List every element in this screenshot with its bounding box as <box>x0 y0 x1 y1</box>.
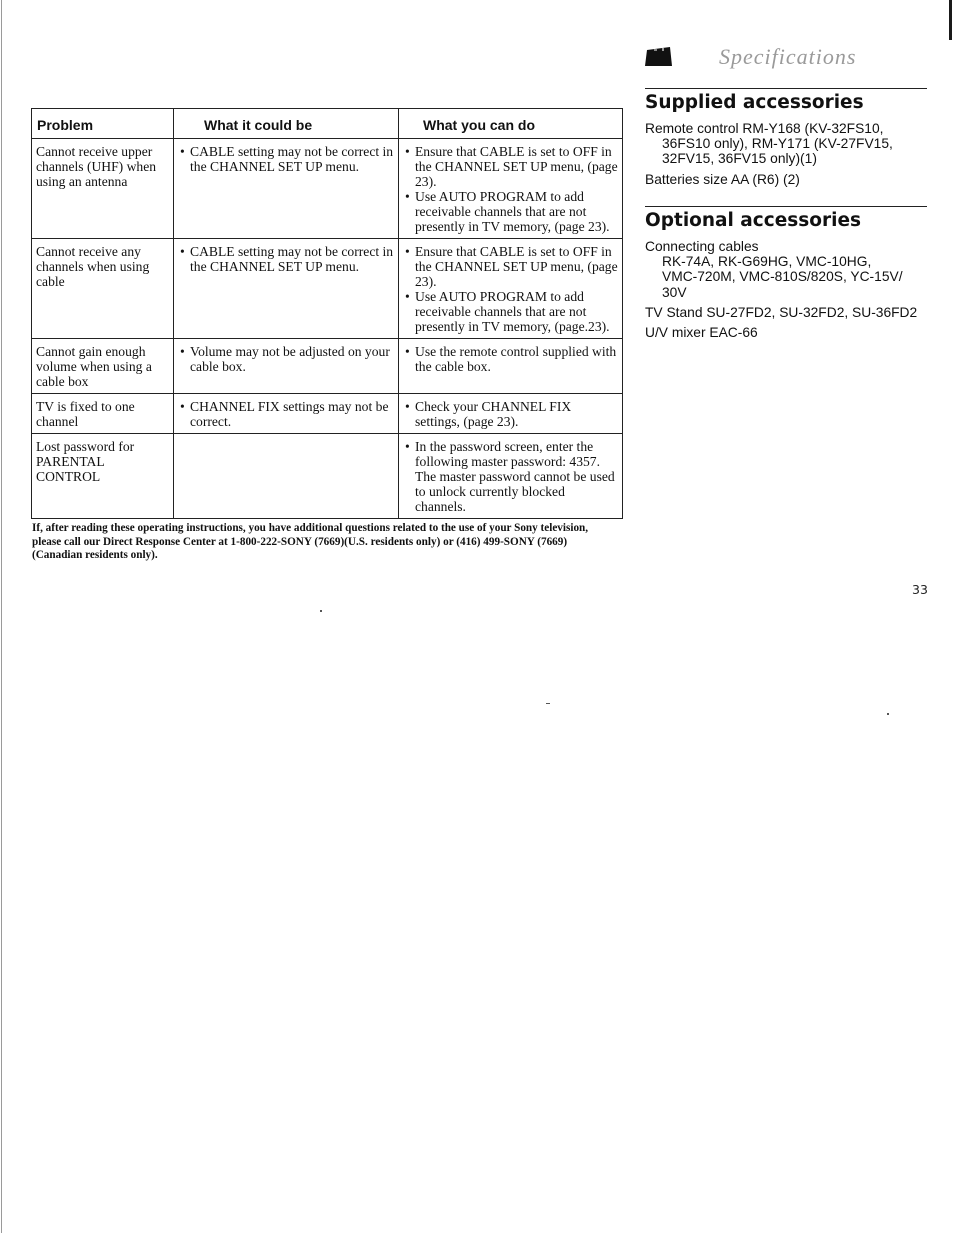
problem-cell: Cannot receive any channels when using cable <box>32 239 174 339</box>
page-number: 33 <box>912 582 928 597</box>
cables-line: RK-74A, RK-G69HG, VMC-10HG, <box>662 254 872 270</box>
action-item: • Ensure that CABLE is set to OFF in the CHANNEL SET UP menu, (page 23). <box>403 144 618 189</box>
cause-cell <box>174 434 399 519</box>
remote-control-line: 32FV15, 36FV15 only)(1) <box>662 151 817 167</box>
column-header-problem: Problem <box>32 109 174 139</box>
problem-cell: Lost password for PARENTAL CONTROL <box>32 434 174 519</box>
mixer-item: U/V mixer EAC-66 <box>645 325 758 341</box>
batteries-item: Batteries size AA (R6) (2) <box>645 171 800 187</box>
action-cell <box>399 139 623 239</box>
scan-edge-left <box>1 0 2 1233</box>
column-header-cause: What it could be <box>174 109 399 139</box>
cause-item: • Volume may not be adjusted on your cable box. <box>178 344 394 374</box>
cables-label: Connecting cables <box>645 239 759 254</box>
cause-cell <box>174 394 399 434</box>
remote-control-line: Remote control RM-Y168 (KV-32FS10, <box>645 121 884 136</box>
problem-cell: TV is fixed to one channel <box>32 394 174 434</box>
problem-cell: Cannot gain enough volume when using a cable box <box>32 339 174 394</box>
scan-speck <box>320 610 322 612</box>
scan-speck <box>887 713 889 715</box>
action-cell <box>399 394 623 434</box>
action-item: • In the password screen, enter the following master password: 4357. The master password cannot be used to unlock currently blocked channels. <box>403 439 618 514</box>
action-item: • Use the remote control supplied with the cable box. <box>403 344 618 374</box>
cause-item: • CABLE setting may not be correct in the CHANNEL SET UP menu. <box>178 144 394 174</box>
problem-cell: Cannot receive upper channels (UHF) when using an antenna <box>32 139 174 239</box>
optional-accessories-title: Optional accessories <box>645 210 862 231</box>
action-item: • Use AUTO PROGRAM to add receivable channels that are not presently in TV memory, (page.23). <box>403 289 618 334</box>
column-header-action: What you can do <box>399 109 623 139</box>
section-header-title: Specifications <box>719 44 857 69</box>
support-footnote: If, after reading these operating instructions, you have additional questions related to the use of your Sony television, please call our Direct Response Center at 1-800-222-SONY (7669)(U.S. residents only) or (416) 499-SONY (7669)(Canadian residents only). <box>32 522 589 562</box>
supplied-accessories-list <box>645 121 935 192</box>
tv-stand-item: TV Stand SU-27FD2, SU-32FD2, SU-36FD2 <box>645 304 918 320</box>
cause-item: • CHANNEL FIX settings may not be correct. <box>178 399 394 429</box>
action-cell <box>399 339 623 394</box>
list-item <box>645 239 935 300</box>
table-row <box>32 394 623 434</box>
remote-control-line: 36FS10 only), RM-Y171 (KV-27FV15, <box>662 136 893 152</box>
action-cell <box>399 239 623 339</box>
scan-speck <box>546 703 550 704</box>
cause-item: • CABLE setting may not be correct in the CHANNEL SET UP menu. <box>178 244 394 274</box>
table-row <box>32 339 623 394</box>
table-header-row <box>32 109 623 139</box>
action-item: • Use AUTO PROGRAM to add receivable channels that are not presently in TV memory, (page 23). <box>403 189 618 234</box>
cause-cell <box>174 239 399 339</box>
action-cell <box>399 434 623 519</box>
supplied-accessories-title: Supplied accessories <box>645 92 864 113</box>
cause-cell <box>174 139 399 239</box>
cables-line: 30V <box>662 284 687 300</box>
scan-edge-right <box>949 0 952 40</box>
table-row <box>32 139 623 239</box>
list-item <box>645 121 935 167</box>
action-item: • Check your CHANNEL FIX settings, (page 23). <box>403 399 618 429</box>
cables-line: VMC-720M, VMC-810S/820S, YC-15V/ <box>662 269 903 285</box>
table-row <box>32 434 623 519</box>
cause-cell <box>174 339 399 394</box>
black-block-logo-icon <box>645 47 672 66</box>
section-rule <box>645 206 927 207</box>
table-row <box>32 239 623 339</box>
optional-accessories-list <box>645 239 935 345</box>
header-rule <box>645 88 927 89</box>
action-item: • Ensure that CABLE is set to OFF in the CHANNEL SET UP menu, (page 23). <box>403 244 618 289</box>
troubleshooting-table <box>31 108 623 519</box>
